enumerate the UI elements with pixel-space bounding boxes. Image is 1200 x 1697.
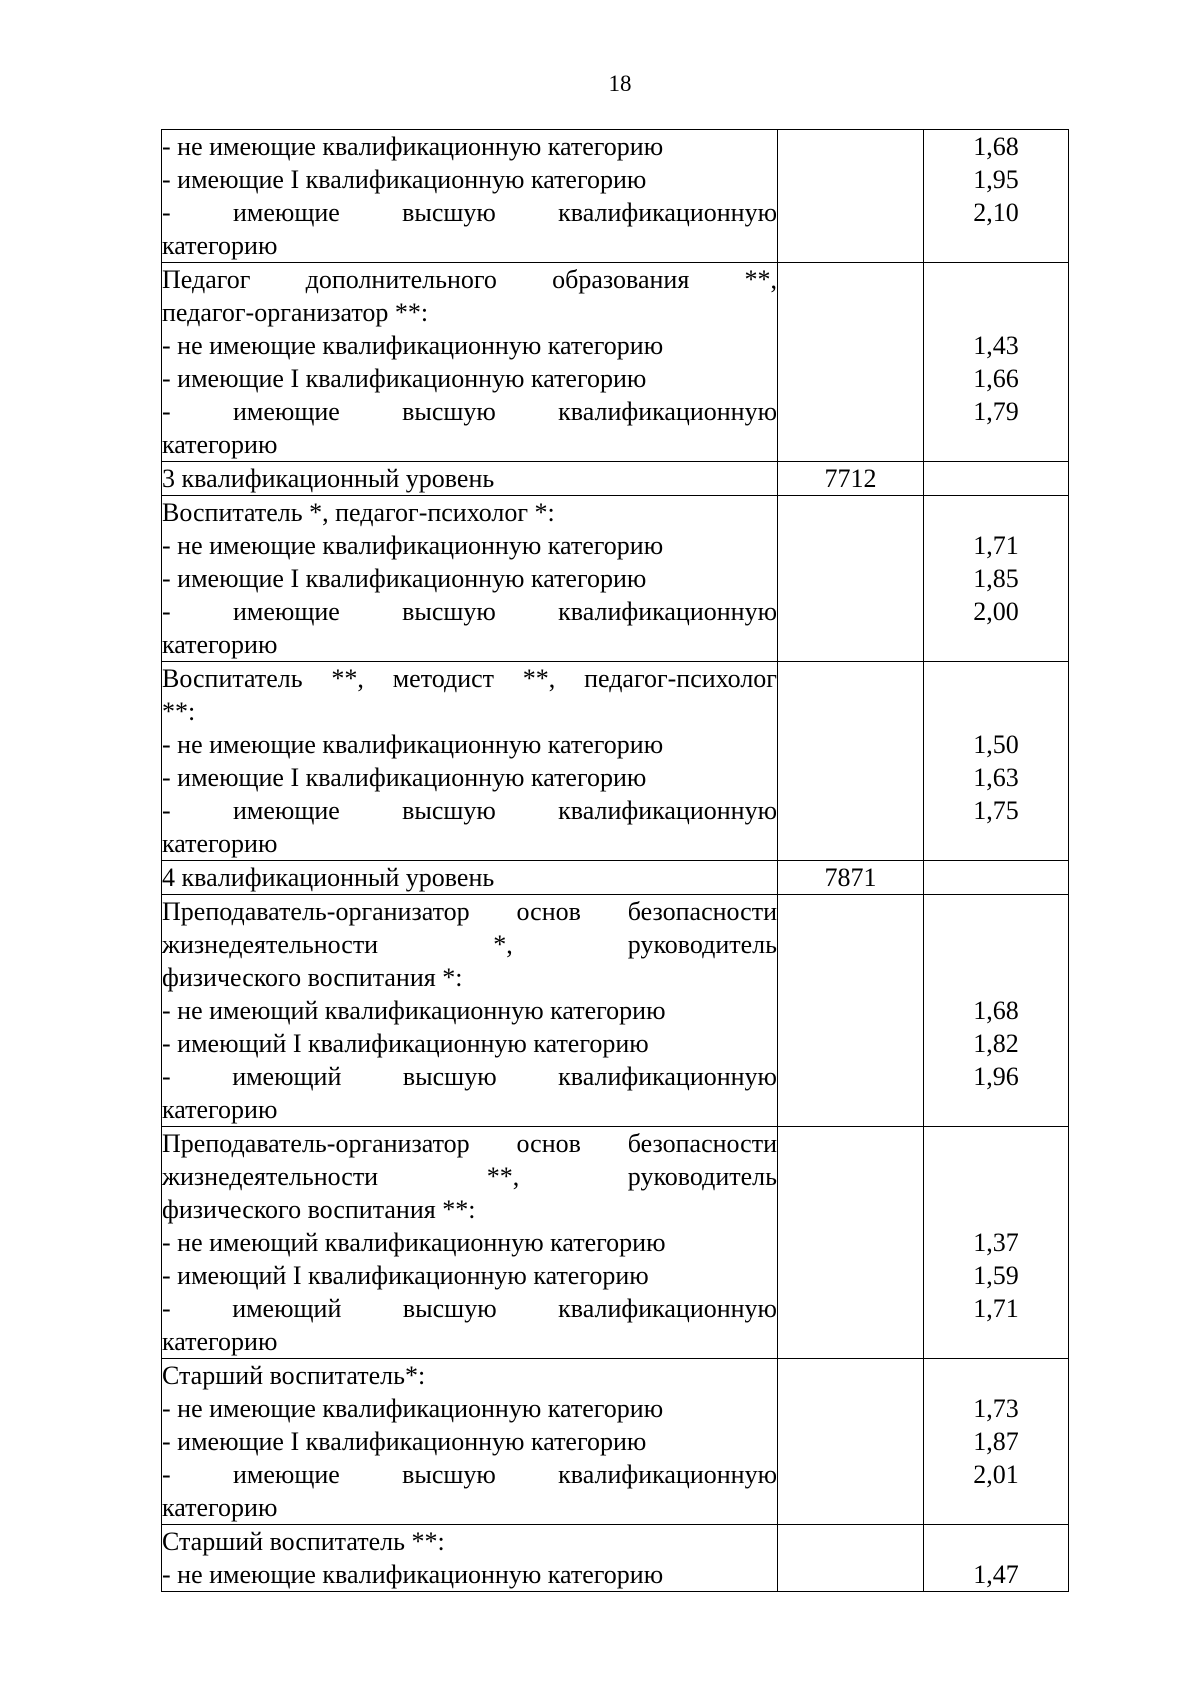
coefficient-value: 1,73 xyxy=(973,1394,1019,1423)
position-line: категорию xyxy=(162,1327,278,1356)
table-row xyxy=(162,1359,1069,1525)
coefficient-value: 1,95 xyxy=(973,165,1019,194)
coefficient-value: 1,43 xyxy=(973,331,1019,360)
code-cell xyxy=(778,496,924,662)
coefficient-value: 1,85 xyxy=(973,564,1019,593)
position-cell xyxy=(162,496,778,662)
position-line: физического воспитания *: xyxy=(162,963,463,992)
coefficient-value: 1,66 xyxy=(973,364,1019,393)
position-line: Преподаватель-организатор основ безопасности xyxy=(162,897,777,926)
position-line: - имеющие I квалификационную категорию xyxy=(162,165,647,194)
position-line: - имеющие высшую квалификационную xyxy=(162,397,777,426)
table-row xyxy=(162,861,1069,895)
position-line: Старший воспитатель **: xyxy=(162,1527,445,1556)
coefficient-value: 2,01 xyxy=(973,1460,1019,1489)
coefficient-cell xyxy=(924,496,1069,662)
coefficient-value: 1,50 xyxy=(973,730,1019,759)
position-cell xyxy=(162,263,778,462)
coefficient-cell xyxy=(924,1525,1069,1592)
position-line: - не имеющие квалификационную категорию xyxy=(162,531,664,560)
table-row xyxy=(162,662,1069,861)
code-cell: 7871 xyxy=(778,861,924,895)
position-coefficient-table xyxy=(161,129,1069,1592)
position-cell xyxy=(162,662,778,861)
table-row xyxy=(162,496,1069,662)
position-line: - имеющие высшую квалификационную xyxy=(162,198,777,227)
position-line: - не имеющий квалификационную категорию xyxy=(162,996,666,1025)
code-cell: 7712 xyxy=(778,462,924,496)
position-line: педагог-организатор **: xyxy=(162,298,429,327)
coefficient-value: 1,68 xyxy=(973,996,1019,1025)
code-cell xyxy=(778,1127,924,1359)
position-line: - имеющий I квалификационную категорию xyxy=(162,1261,649,1290)
code-cell xyxy=(778,1525,924,1592)
position-line: - не имеющие квалификационную категорию xyxy=(162,132,664,161)
position-line: - имеющий I квалификационную категорию xyxy=(162,1029,649,1058)
position-line: категорию xyxy=(162,430,278,459)
table-row xyxy=(162,895,1069,1127)
position-cell xyxy=(162,861,778,895)
table-row xyxy=(162,1127,1069,1359)
position-line: жизнедеятельности **, руководитель xyxy=(162,1162,777,1191)
position-line: - имеющий высшую квалификационную xyxy=(162,1294,777,1323)
position-line: 4 квалификационный уровень xyxy=(162,863,495,892)
position-line: - не имеющие квалификационную категорию xyxy=(162,1394,664,1423)
position-cell xyxy=(162,1525,778,1592)
coefficient-cell xyxy=(924,1359,1069,1525)
position-line: - не имеющие квалификационную категорию xyxy=(162,331,664,360)
position-line: - не имеющий квалификационную категорию xyxy=(162,1228,666,1257)
table-body xyxy=(162,130,1069,1592)
coefficient-cell xyxy=(924,895,1069,1127)
code-cell xyxy=(778,662,924,861)
table-row xyxy=(162,462,1069,496)
coefficient-value: 1,75 xyxy=(973,796,1019,825)
position-line: 3 квалификационный уровень xyxy=(162,464,495,493)
coefficient-value: 1,68 xyxy=(973,132,1019,161)
coefficient-cell xyxy=(924,662,1069,861)
position-line: - имеющие I квалификационную категорию xyxy=(162,564,647,593)
coefficient-value: 1,82 xyxy=(973,1029,1019,1058)
code-cell xyxy=(778,1359,924,1525)
coefficient-value: 2,10 xyxy=(973,198,1019,227)
position-line: категорию xyxy=(162,1095,278,1124)
code-cell xyxy=(778,130,924,263)
coefficient-value: 1,37 xyxy=(973,1228,1019,1257)
page-number: 18 xyxy=(608,71,632,96)
position-line: - имеющий высшую квалификационную xyxy=(162,1062,777,1091)
position-line: физического воспитания **: xyxy=(162,1195,476,1224)
coefficient-value: 1,47 xyxy=(973,1560,1019,1589)
position-line: - имеющие высшую квалификационную xyxy=(162,796,777,825)
table-row xyxy=(162,130,1069,263)
position-line: Преподаватель-организатор основ безопасности xyxy=(162,1129,777,1158)
table-row xyxy=(162,1525,1069,1592)
position-cell xyxy=(162,462,778,496)
position-line: категорию xyxy=(162,829,278,858)
position-line: - не имеющие квалификационную категорию xyxy=(162,1560,664,1589)
coefficient-cell xyxy=(924,462,1069,496)
position-line: - имеющие I квалификационную категорию xyxy=(162,1427,647,1456)
coefficient-value: 1,71 xyxy=(973,1294,1019,1323)
position-line: - имеющие высшую квалификационную xyxy=(162,1460,777,1489)
position-cell xyxy=(162,895,778,1127)
position-line: - имеющие I квалификационную категорию xyxy=(162,763,647,792)
coefficient-value: 1,71 xyxy=(973,531,1019,560)
code-cell xyxy=(778,263,924,462)
coefficient-cell xyxy=(924,1127,1069,1359)
code-cell xyxy=(778,895,924,1127)
coefficient-cell xyxy=(924,130,1069,263)
position-line: Воспитатель *, педагог-психолог *: xyxy=(162,498,555,527)
coefficient-cell xyxy=(924,263,1069,462)
position-line: категорию xyxy=(162,1493,278,1522)
position-line: жизнедеятельности *, руководитель xyxy=(162,930,777,959)
coefficient-value: 2,00 xyxy=(973,597,1019,626)
position-cell xyxy=(162,130,778,263)
coefficient-value: 1,96 xyxy=(973,1062,1019,1091)
position-line: - имеющие I квалификационную категорию xyxy=(162,364,647,393)
position-line: - имеющие высшую квалификационную xyxy=(162,597,777,626)
position-line: категорию xyxy=(162,630,278,659)
coefficient-value: 1,87 xyxy=(973,1427,1019,1456)
position-line: - не имеющие квалификационную категорию xyxy=(162,730,664,759)
position-cell xyxy=(162,1127,778,1359)
coefficient-value: 1,63 xyxy=(973,763,1019,792)
coefficient-value: 1,59 xyxy=(973,1261,1019,1290)
coefficient-value: 1,79 xyxy=(973,397,1019,426)
position-line: Воспитатель **, методист **, педагог-психолог xyxy=(162,664,777,693)
position-line: категорию xyxy=(162,231,278,260)
table-row xyxy=(162,263,1069,462)
position-cell xyxy=(162,1359,778,1525)
coefficient-cell xyxy=(924,861,1069,895)
position-line: Педагог дополнительного образования **, xyxy=(162,265,777,294)
position-line: **: xyxy=(162,697,196,726)
position-line: Старший воспитатель*: xyxy=(162,1361,426,1390)
